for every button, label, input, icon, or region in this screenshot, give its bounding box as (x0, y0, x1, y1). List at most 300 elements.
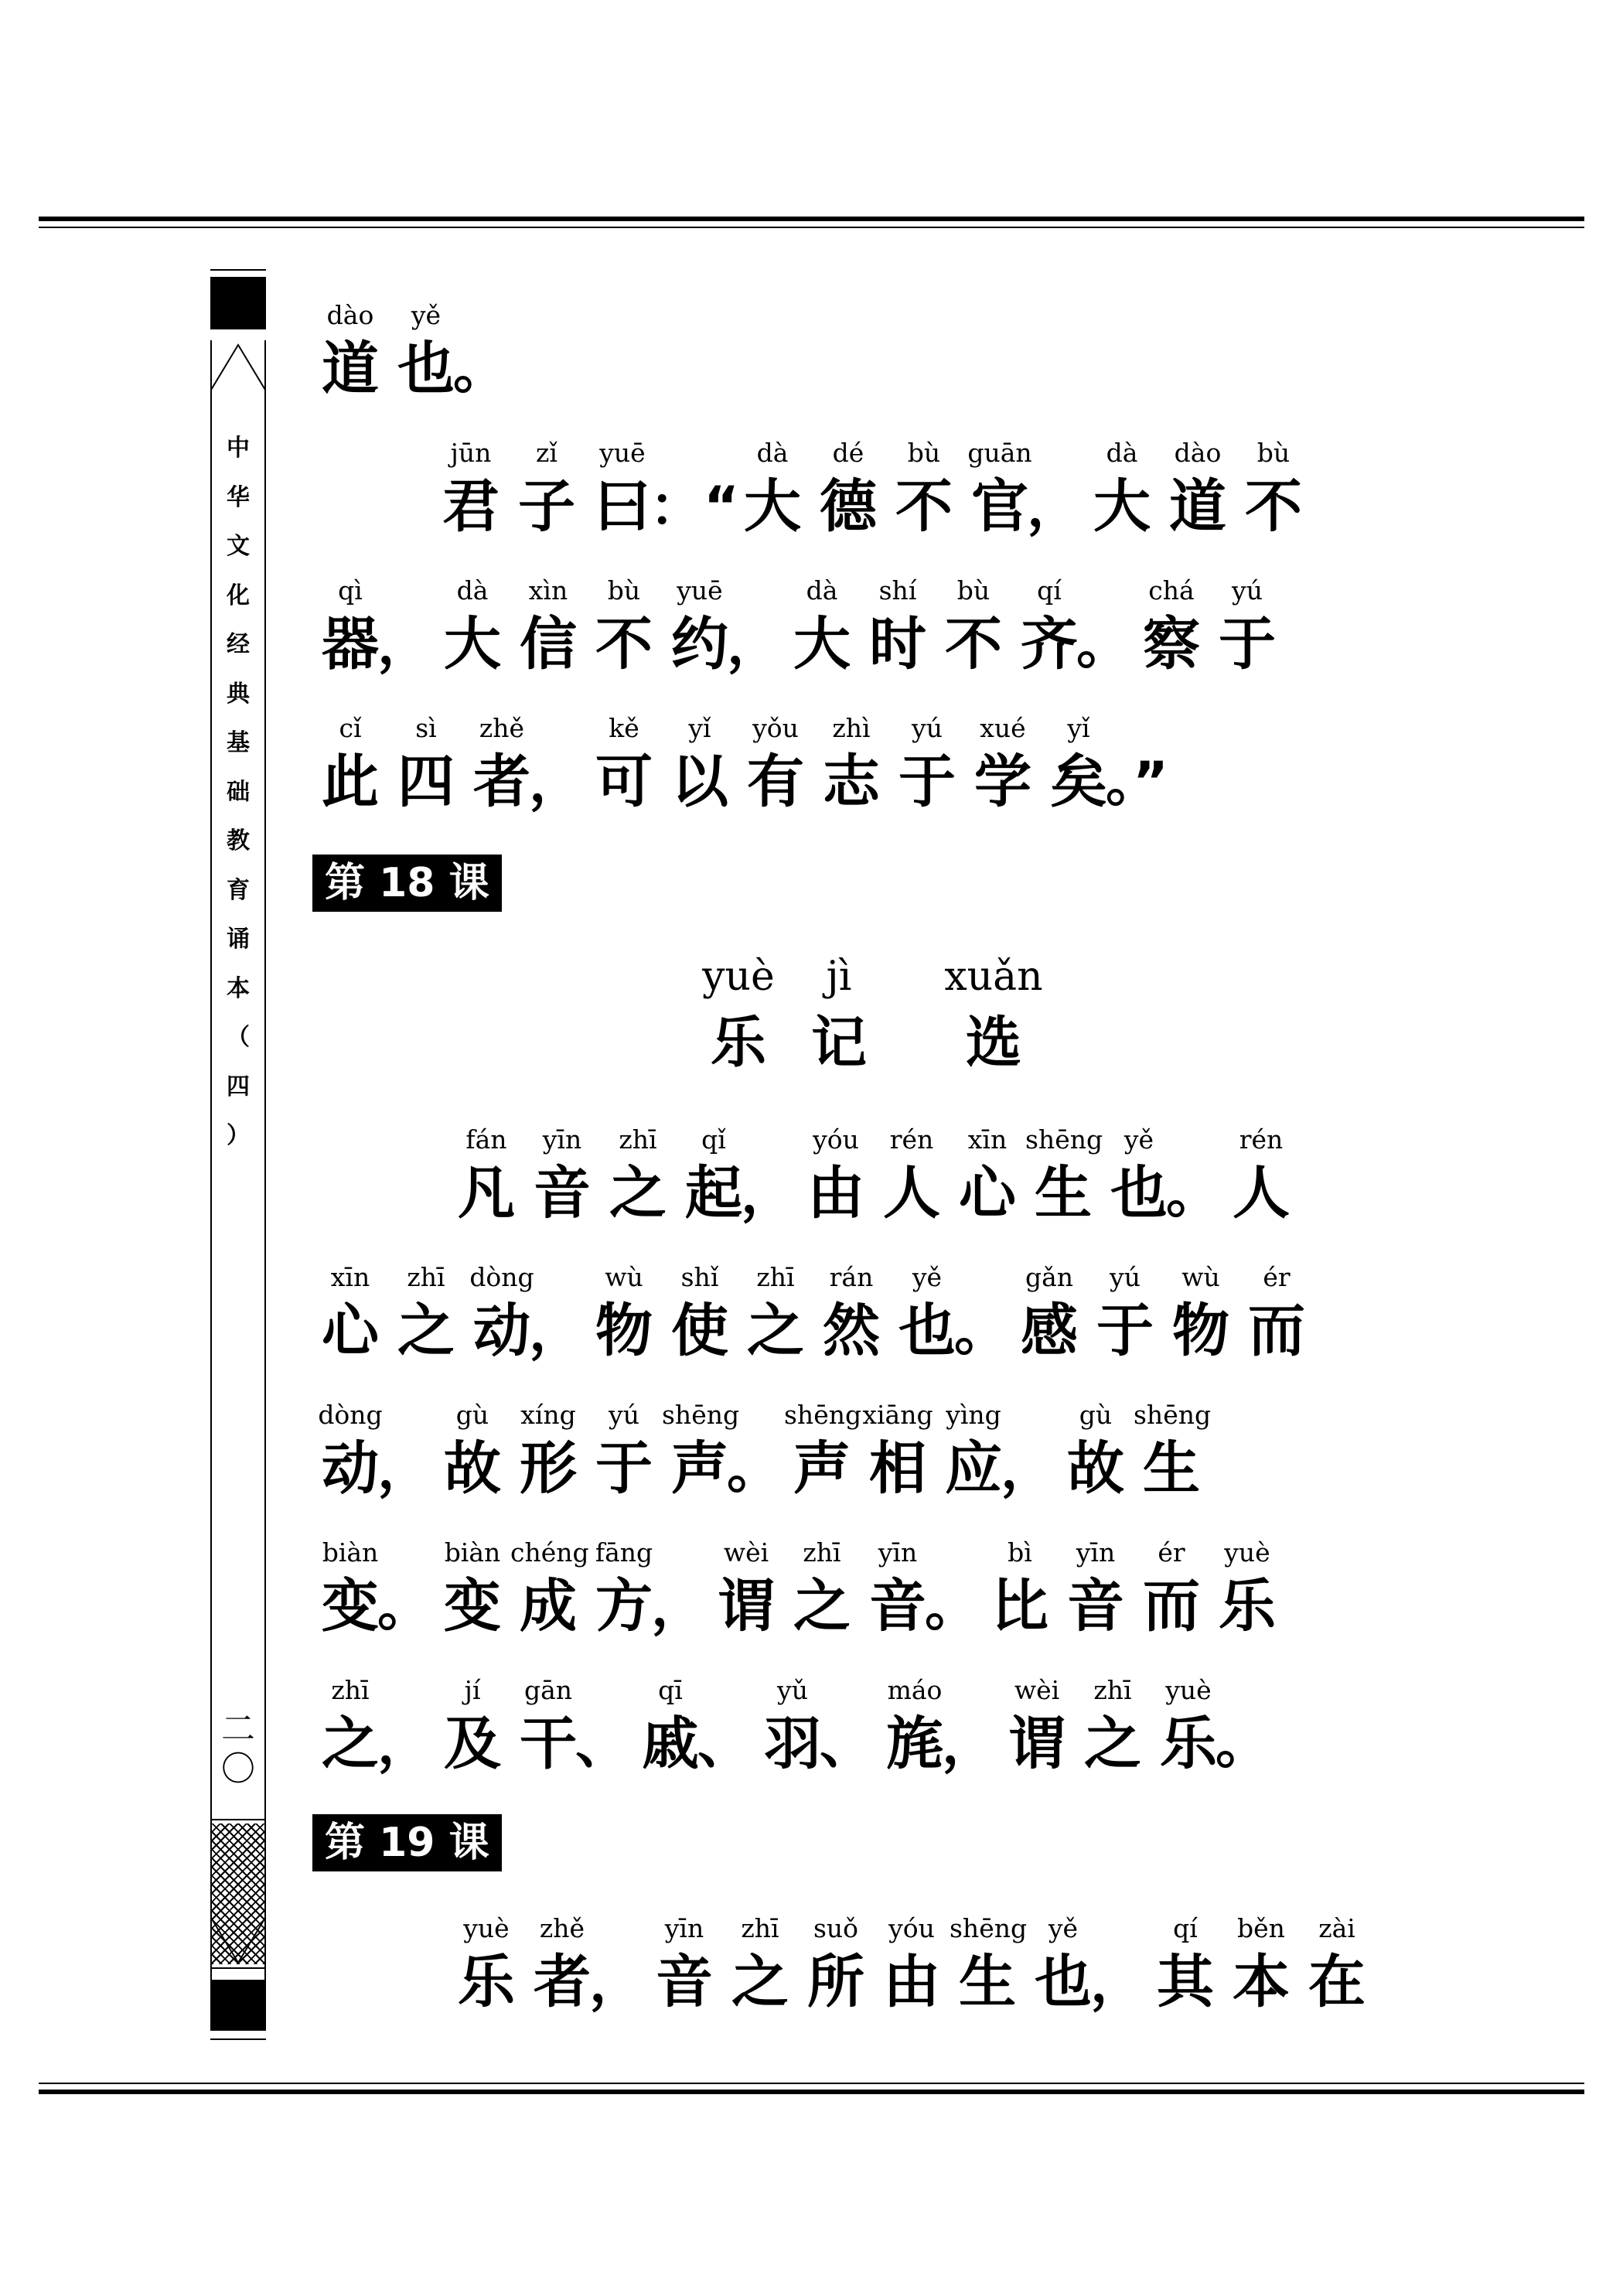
punctuation: ， (741, 1162, 795, 1225)
pinyin: chá (1148, 575, 1195, 606)
punctuation: 、 (820, 1712, 874, 1776)
ruby-char (312, 300, 388, 408)
ruby-char (1299, 1913, 1375, 2021)
hanzi: 声 (671, 1435, 728, 1502)
hanzi: 使 (671, 1298, 728, 1364)
pinyin: yóu (888, 1913, 935, 1943)
pinyin: shēng (1134, 1400, 1212, 1430)
spine-title-char: ） (227, 1122, 250, 1149)
pinyin: dà (806, 575, 838, 606)
hanzi: 音 (656, 1949, 713, 2015)
punctuation: 。 (453, 337, 507, 401)
pinyin: zài (1318, 1913, 1355, 1943)
hanzi: 约 (671, 611, 728, 677)
ruby-char (1058, 1537, 1134, 1646)
ruby-char (860, 575, 936, 684)
hanzi: 信 (520, 611, 577, 677)
spine-title-char: 典 (227, 680, 250, 708)
hanzi: 人 (1233, 1160, 1290, 1226)
hanzi: 可 (595, 749, 653, 815)
pinyin: yuè (1165, 1675, 1212, 1705)
ruby-char (860, 1400, 936, 1508)
pinyin: yīn (1076, 1537, 1116, 1568)
hanzi: 音 (534, 1160, 591, 1226)
hanzi: 也 (1110, 1160, 1168, 1226)
hanzi: 也 (1035, 1949, 1092, 2015)
ruby-char (738, 1262, 813, 1370)
hanzi: 变 (322, 1573, 379, 1639)
ruby-char (388, 1262, 464, 1370)
pinyin: wù (1181, 1262, 1220, 1292)
ruby-char (510, 1537, 589, 1646)
pinyin: shēng (950, 1913, 1028, 1943)
ruby-char (813, 713, 889, 821)
hanzi: 者 (534, 1949, 591, 2015)
pinyin: fāng (595, 1537, 653, 1568)
hanzi: 而 (1143, 1573, 1200, 1639)
ruby-char (1223, 1913, 1299, 2021)
pinyin: wù (605, 1262, 643, 1292)
pinyin: yú (1232, 575, 1263, 606)
title-pinyin: jì (826, 954, 852, 1000)
hanzi: 所 (807, 1949, 864, 2015)
ruby-char (433, 438, 509, 546)
ruby-char (1239, 1262, 1314, 1370)
pinyin: xīn (330, 1262, 370, 1292)
pinyin: xiāng (862, 1400, 933, 1430)
ruby-char (874, 1913, 950, 2021)
ruby-char (312, 1262, 388, 1370)
pinyin: qǐ (701, 1124, 726, 1155)
pinyin: dào (326, 300, 374, 330)
punctuation: ， (529, 750, 583, 814)
bottom-rule-thick (39, 2090, 1584, 2094)
pinyin: chéng (510, 1537, 589, 1568)
hanzi: 官 (971, 473, 1028, 540)
punctuation: 。 (925, 1574, 979, 1638)
pinyin: yuè (1224, 1537, 1270, 1568)
hanzi: 之 (793, 1573, 851, 1639)
ruby-char (784, 1537, 860, 1646)
pinyin: xìn (528, 575, 568, 606)
spine-title-char: 育 (227, 876, 250, 904)
pinyin: zhī (756, 1262, 795, 1292)
punctuation: 。 (1076, 612, 1130, 676)
spine-bottom-rule (210, 1967, 266, 1969)
ruby-char (889, 713, 965, 821)
ruby-char (435, 1400, 510, 1508)
ruby-char (810, 438, 886, 546)
hanzi: 不 (1245, 473, 1302, 540)
pinyin: shǐ (680, 1262, 719, 1292)
hanzi: 音 (1067, 1573, 1124, 1639)
ruby-char (965, 713, 1041, 821)
hanzi: 应 (945, 1435, 1002, 1502)
title-char (781, 954, 897, 1085)
pinyin: bù (907, 438, 941, 468)
hanzi: 心 (959, 1160, 1016, 1226)
hanzi: 乐 (1160, 1711, 1217, 1777)
pinyin: ér (1158, 1537, 1185, 1568)
hanzi: 于 (595, 1435, 653, 1502)
pinyin: yuè (463, 1913, 510, 1943)
pinyin: yuē (599, 438, 646, 468)
punctuation: 。” (1106, 750, 1169, 814)
ruby-char (936, 575, 1011, 684)
hanzi: 大 (1093, 473, 1151, 540)
ruby-char (1134, 1400, 1212, 1508)
spine-title-char: 华 (227, 483, 250, 511)
hanzi: 旄 (886, 1711, 943, 1777)
ruby-char (1075, 1675, 1151, 1783)
ruby-char (586, 575, 662, 684)
pinyin: suǒ (813, 1913, 859, 1943)
ruby-char (1223, 1124, 1299, 1233)
pinyin: shí (878, 575, 917, 606)
ruby-char (950, 1124, 1025, 1233)
ruby-char (1087, 1262, 1163, 1370)
spine-title-char: 经 (227, 631, 250, 658)
ruby-char (722, 1913, 798, 2021)
punctuation: ：“ (650, 475, 740, 538)
spine-title-char: 础 (227, 778, 250, 806)
hanzi: 也 (397, 336, 455, 402)
pinyin: yě (411, 300, 442, 330)
punctuation: ， (727, 612, 781, 676)
pinyin: rén (889, 1124, 934, 1155)
hanzi: 学 (974, 749, 1031, 815)
pinyin: yīn (878, 1537, 918, 1568)
pinyin: zhě (479, 713, 525, 743)
lesson-18-banner: 第 18 课 (312, 855, 502, 912)
pinyin: xíng (520, 1400, 576, 1430)
pinyin: yú (912, 713, 943, 743)
section-title (0, 954, 1623, 1085)
pinyin: jūn (450, 438, 492, 468)
pinyin: ér (1263, 1262, 1291, 1292)
punctuation: 。 (1166, 1162, 1220, 1225)
pinyin: dòng (469, 1262, 534, 1292)
hanzi: 故 (1067, 1435, 1124, 1502)
pinyin: yǒu (752, 713, 799, 743)
pinyin: sì (415, 713, 437, 743)
spine-title-char: 化 (227, 582, 250, 609)
pinyin: yǔ (777, 1675, 808, 1705)
pinyin: yuē (677, 575, 723, 606)
pinyin: zhì (832, 713, 871, 743)
hanzi: 之 (322, 1711, 379, 1777)
spine-title-char: 基 (227, 729, 250, 756)
pinyin: shēng (784, 1400, 862, 1430)
title-hanzi: 选 (965, 1010, 1021, 1075)
hanzi: 器 (322, 611, 379, 677)
lesson-19-banner: 第 19 课 (312, 1814, 502, 1871)
ruby-char (784, 1400, 860, 1508)
pinyin: cǐ (339, 713, 362, 743)
punctuation: 。 (1216, 1712, 1270, 1776)
punctuation: ， (529, 1299, 583, 1363)
ruby-char (874, 1124, 950, 1233)
pinyin: gǎn (1025, 1262, 1074, 1292)
hanzi: 相 (869, 1435, 926, 1502)
hanzi: 四 (397, 749, 455, 815)
hanzi: 于 (1096, 1298, 1154, 1364)
pinyin: qí (1037, 575, 1062, 606)
pinyin: rán (829, 1262, 874, 1292)
top-rule-thick (39, 217, 1584, 221)
hanzi: 于 (1219, 611, 1276, 677)
hanzi: 由 (807, 1160, 864, 1226)
hanzi: 之 (609, 1160, 667, 1226)
ruby-char (448, 1124, 524, 1233)
hanzi: 然 (823, 1298, 880, 1364)
hanzi: 察 (1143, 611, 1200, 677)
pinyin: běn (1237, 1913, 1285, 1943)
spine-title-char: 四 (227, 1073, 250, 1100)
bottom-rule-thin (39, 2083, 1584, 2084)
pinyin: zhī (619, 1124, 657, 1155)
pinyin: yǐ (688, 713, 711, 743)
ruby-char (435, 575, 510, 684)
pinyin: xīn (967, 1124, 1008, 1155)
spine-title-char: 诵 (227, 926, 250, 953)
pinyin: zǐ (536, 438, 557, 468)
hanzi: 变 (444, 1573, 501, 1639)
hanzi: 矣 (1050, 749, 1107, 815)
hanzi: 曰 (594, 473, 651, 540)
ruby-char (388, 713, 464, 821)
hanzi: 人 (883, 1160, 940, 1226)
hanzi: 方 (595, 1573, 653, 1639)
pinyin: máo (887, 1675, 943, 1705)
hanzi: 故 (444, 1435, 501, 1502)
title-pinyin: xuǎn (944, 954, 1043, 1000)
ruby-char (1236, 438, 1311, 546)
hanzi: 德 (820, 473, 877, 540)
hanzi: 戚 (642, 1711, 699, 1777)
pinyin: bì (1008, 1537, 1032, 1568)
spine-chevron-top-icon (210, 340, 266, 394)
pinyin: rén (1239, 1124, 1284, 1155)
punctuation: ， (377, 1712, 431, 1776)
pinyin: dà (756, 438, 789, 468)
hanzi: 起 (685, 1160, 742, 1226)
punctuation: 。 (377, 1574, 431, 1638)
pinyin: yú (609, 1400, 639, 1430)
pinyin: dà (1106, 438, 1138, 468)
punctuation: 。 (954, 1299, 1008, 1363)
punctuation: ， (1027, 475, 1081, 538)
title-char (936, 954, 1052, 1085)
ruby-char (435, 1675, 510, 1783)
pinyin: biàn (444, 1537, 501, 1568)
hanzi: 而 (1248, 1298, 1305, 1364)
spine-title-char: 教 (227, 827, 250, 855)
hanzi: 比 (991, 1573, 1048, 1639)
page-number-char: 〇 (221, 1749, 255, 1789)
ruby-char (886, 438, 962, 546)
spine-title-char: 本 (227, 974, 250, 1002)
hanzi: 感 (1021, 1298, 1078, 1364)
ruby-char (1163, 1262, 1239, 1370)
ruby-char (662, 713, 738, 821)
hanzi: 此 (322, 749, 379, 815)
hanzi: 动 (473, 1298, 530, 1364)
hanzi: 成 (520, 1573, 577, 1639)
pinyin: qī (658, 1675, 683, 1705)
ruby-char (1134, 575, 1209, 684)
pinyin: yìng (946, 1400, 1001, 1430)
hanzi: 道 (1169, 473, 1226, 540)
ruby-char (1025, 1124, 1101, 1233)
ruby-char (524, 1124, 600, 1233)
pinyin: qí (1173, 1913, 1198, 1943)
hanzi: 于 (898, 749, 956, 815)
hanzi: 形 (520, 1435, 577, 1502)
pinyin: gù (1079, 1400, 1113, 1430)
pinyin: xué (980, 713, 1026, 743)
pinyin: wèi (1014, 1675, 1060, 1705)
punctuation: 、 (697, 1712, 752, 1776)
ruby-char (708, 1537, 784, 1646)
pinyin: bù (956, 575, 991, 606)
pinyin: biàn (322, 1537, 379, 1568)
spine-top-rule (210, 269, 266, 271)
pinyin: yú (1110, 1262, 1141, 1292)
hanzi: 乐 (458, 1949, 515, 2015)
hanzi: 大 (744, 473, 801, 540)
pinyin: bù (607, 575, 641, 606)
spine-bottom-block (210, 1980, 266, 2031)
ruby-char (813, 1262, 889, 1370)
hanzi: 在 (1308, 1949, 1366, 2015)
ruby-char (312, 713, 388, 821)
ruby-char (600, 1124, 676, 1233)
title-hanzi: 记 (810, 1010, 867, 1075)
ruby-char (798, 1124, 874, 1233)
pinyin: yě (912, 1262, 943, 1292)
hanzi: 动 (322, 1435, 379, 1502)
hanzi: 音 (869, 1573, 926, 1639)
ruby-char (1209, 1537, 1285, 1646)
pinyin: wèi (723, 1537, 769, 1568)
ruby-char (1160, 438, 1236, 546)
page-number-char: 二 (221, 1709, 255, 1748)
hanzi: 之 (1084, 1711, 1141, 1777)
ruby-char (1209, 575, 1285, 684)
ruby-char (999, 1675, 1075, 1783)
pinyin: bù (1256, 438, 1291, 468)
title-char (680, 954, 796, 1085)
hanzi: 物 (1172, 1298, 1229, 1364)
hanzi: 大 (793, 611, 851, 677)
pinyin: gù (455, 1400, 489, 1430)
punctuation: ， (589, 1950, 643, 2014)
hanzi: 君 (442, 473, 500, 540)
pinyin: dé (832, 438, 864, 468)
pinyin: zhī (407, 1262, 445, 1292)
ruby-char (435, 1537, 510, 1646)
hanzi: 不 (945, 611, 1002, 677)
pinyin: shēng (1025, 1124, 1103, 1155)
hanzi: 谓 (718, 1573, 775, 1639)
pinyin: jí (464, 1675, 481, 1705)
ruby-char (784, 575, 860, 684)
pinyin: qì (338, 575, 363, 606)
punctuation: ， (651, 1574, 705, 1638)
hanzi: 心 (322, 1298, 379, 1364)
pinyin: yǐ (1067, 713, 1090, 743)
hanzi: 之 (397, 1298, 455, 1364)
ruby-char (1011, 1262, 1087, 1370)
pinyin: yīn (664, 1913, 704, 1943)
punctuation: ， (377, 1437, 431, 1500)
ruby-char (510, 575, 586, 684)
hanzi: 以 (671, 749, 728, 815)
pinyin: shēng (662, 1400, 740, 1430)
hanzi: 有 (747, 749, 804, 815)
spine-bottom-rule-2 (210, 2038, 266, 2040)
hanzi: 不 (595, 611, 653, 677)
pinyin: zhī (1093, 1675, 1132, 1705)
punctuation: ， (1090, 1950, 1144, 2014)
punctuation: 。 (727, 1437, 781, 1500)
hanzi: 生 (1143, 1435, 1200, 1502)
hanzi: 不 (895, 473, 953, 540)
punctuation: ， (377, 612, 431, 676)
pinyin: yě (1048, 1913, 1079, 1943)
hanzi: 及 (444, 1711, 501, 1777)
pinyin: dòng (318, 1400, 383, 1430)
hanzi: 干 (520, 1711, 577, 1777)
punctuation: 、 (575, 1712, 629, 1776)
pinyin: gān (523, 1675, 573, 1705)
hanzi: 也 (898, 1298, 956, 1364)
spine-title-char: 中 (227, 435, 250, 462)
top-rule-thin (39, 227, 1584, 228)
spine-chevron-bottom-icon (210, 1918, 266, 1967)
hanzi: 生 (959, 1949, 1016, 2015)
hanzi: 子 (518, 473, 575, 540)
pinyin: guān (967, 438, 1032, 468)
spine-title-char: 文 (227, 533, 250, 560)
ruby-char (1134, 1537, 1209, 1646)
ruby-char (950, 1913, 1028, 2021)
ruby-char (509, 438, 585, 546)
ruby-char (735, 438, 810, 546)
ruby-char (586, 1262, 662, 1370)
title-pinyin: yuè (702, 954, 775, 1000)
pinyin: yě (1123, 1124, 1154, 1155)
hanzi: 者 (473, 749, 530, 815)
page-number (210, 1709, 266, 1789)
ruby-char (448, 1913, 524, 2021)
pinyin: zhī (331, 1675, 370, 1705)
pinyin: yóu (813, 1124, 859, 1155)
punctuation: ， (1001, 1437, 1055, 1500)
ruby-char (510, 1400, 586, 1508)
spine-top-block (210, 277, 266, 329)
spine-title-char: （ (227, 1024, 250, 1051)
pinyin: zhī (741, 1913, 779, 1943)
hanzi: 谓 (1008, 1711, 1066, 1777)
spine-hatch-top-rule (210, 1819, 266, 1820)
hanzi: 羽 (764, 1711, 821, 1777)
hanzi: 齐 (1021, 611, 1078, 677)
ruby-char (738, 713, 813, 821)
hanzi: 物 (595, 1298, 653, 1364)
hanzi: 由 (883, 1949, 940, 2015)
